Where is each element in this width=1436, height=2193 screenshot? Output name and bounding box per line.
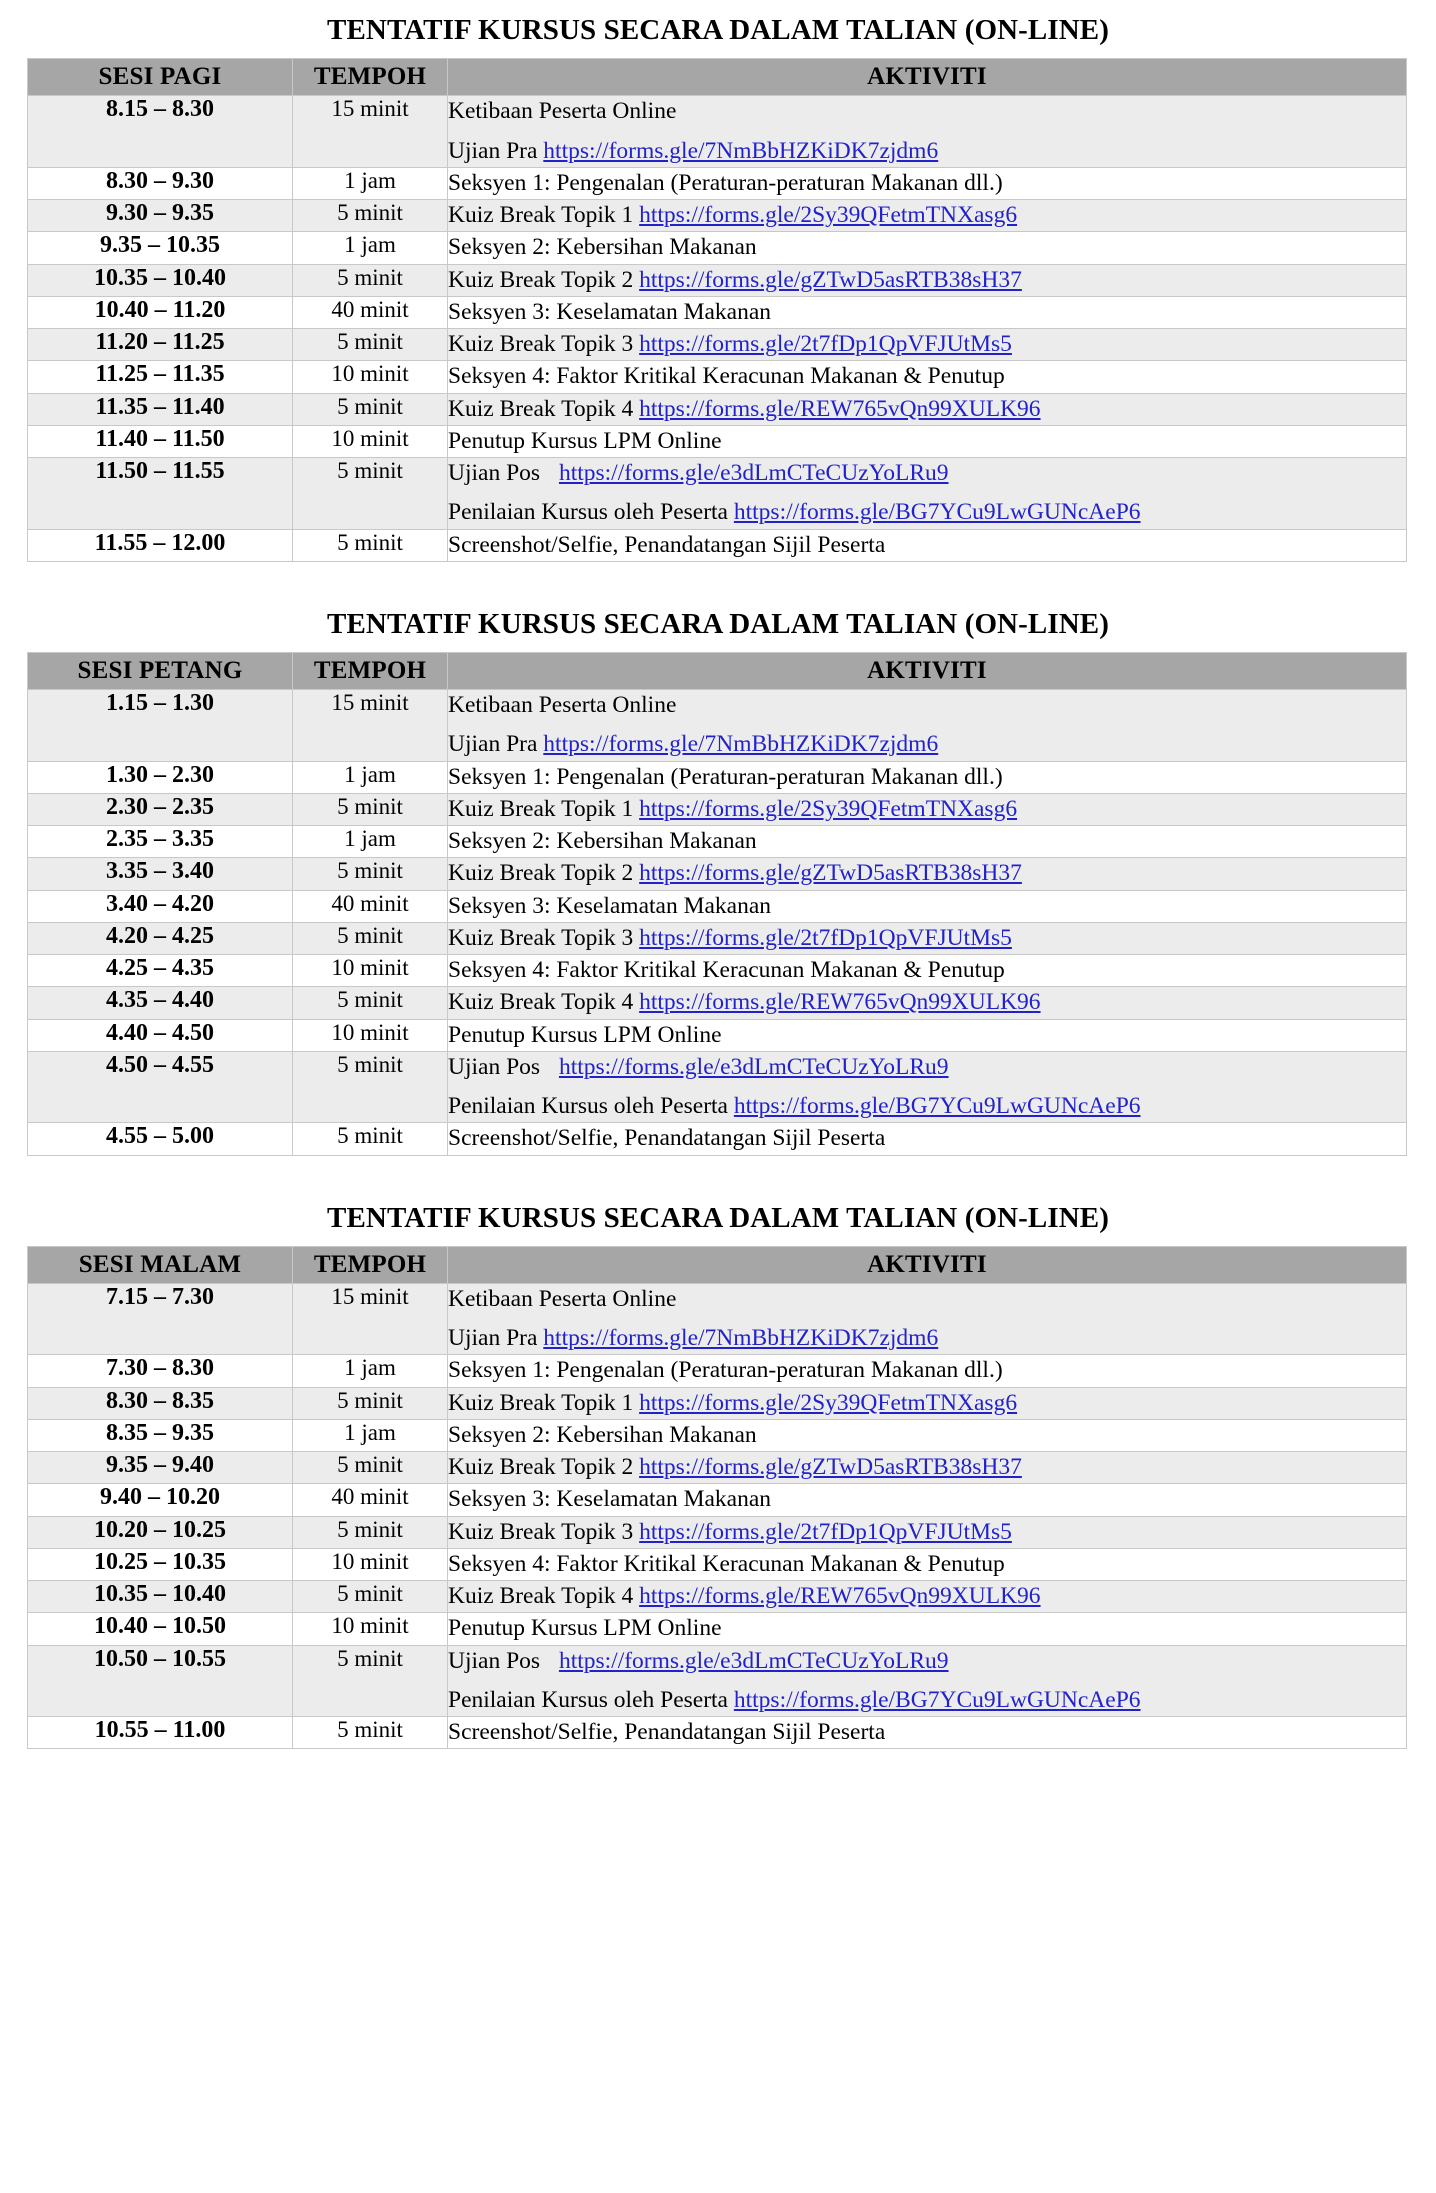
activity-line: Seksyen 3: Keselamatan Makanan <box>448 298 772 325</box>
penilaian-kursus-link[interactable]: https://forms.gle/BG7YCu9LwGUNcAeP6 <box>733 1093 1141 1119</box>
table-row <box>28 200 1407 232</box>
table-row <box>28 1516 1407 1548</box>
cell-tempoh: 1 jam <box>293 167 448 199</box>
cell-aktiviti <box>448 690 1407 762</box>
activity-line: Seksyen 1: Pengenalan (Peraturan-peraturan Makanan dll.) <box>448 169 1003 196</box>
cell-aktiviti <box>448 96 1407 168</box>
cell-aktiviti <box>448 1516 1407 1548</box>
column-header-aktiviti: AKTIVITI <box>448 1246 1407 1283</box>
table-row <box>28 1123 1407 1155</box>
activity-line: Seksyen 2: Kebersihan Makanan <box>448 234 757 261</box>
cell-tempoh: 5 minit <box>293 987 448 1019</box>
kuiz-topik-3-link[interactable]: https://forms.gle/2t7fDp1QpVFJUtMs5 <box>639 1518 1012 1545</box>
cell-aktiviti <box>448 987 1407 1019</box>
cell-tempoh: 5 minit <box>293 529 448 561</box>
activity-line: Screenshot/Selfie, Penandatangan Sijil Peserta <box>448 1125 886 1152</box>
activity-line: Penilaian Kursus oleh Peserta https://forms.gle/BG7YCu9LwGUNcAeP6 <box>448 499 1141 526</box>
activity-line: Seksyen 2: Kebersihan Makanan <box>448 1421 757 1448</box>
activity-line: Ujian Pos https://forms.gle/e3dLmCTeCUzYoLRu9 <box>448 1053 949 1080</box>
table-row <box>28 329 1407 361</box>
cell-sesi: 10.40 – 10.50 <box>28 1613 293 1645</box>
cell-sesi: 3.35 – 3.40 <box>28 858 293 890</box>
cell-sesi: 10.35 – 10.40 <box>28 1581 293 1613</box>
cell-aktiviti <box>448 296 1407 328</box>
table-row <box>28 1051 1407 1123</box>
cell-tempoh: 5 minit <box>293 1387 448 1419</box>
table-header-row <box>28 1246 1407 1283</box>
page-title: TENTATIF KURSUS SECARA DALAM TALIAN (ON-LINE) <box>327 607 1109 640</box>
table-row <box>28 1387 1407 1419</box>
cell-aktiviti <box>448 1387 1407 1419</box>
cell-aktiviti <box>448 264 1407 296</box>
table-row <box>28 1717 1407 1749</box>
cell-aktiviti <box>448 1484 1407 1516</box>
activity-line: Kuiz Break Topik 2 https://forms.gle/gZTwD5asRTB38sH37 <box>448 860 1022 887</box>
cell-sesi: 4.55 – 5.00 <box>28 1123 293 1155</box>
cell-aktiviti <box>448 922 1407 954</box>
cell-tempoh: 5 minit <box>293 1581 448 1613</box>
cell-tempoh: 1 jam <box>293 1419 448 1451</box>
cell-sesi: 4.40 – 4.50 <box>28 1019 293 1051</box>
cell-sesi: 4.20 – 4.25 <box>28 922 293 954</box>
activity-line: Kuiz Break Topik 3 https://forms.gle/2t7fDp1QpVFJUtMs5 <box>448 924 1012 951</box>
column-header-tempoh: TEMPOH <box>293 59 448 96</box>
cell-tempoh: 5 minit <box>293 1717 448 1749</box>
title-spacer <box>0 642 1436 652</box>
cell-tempoh: 40 minit <box>293 890 448 922</box>
column-header-aktiviti: AKTIVITI <box>448 59 1407 96</box>
cell-tempoh: 15 minit <box>293 1283 448 1355</box>
cell-aktiviti <box>448 393 1407 425</box>
cell-sesi: 11.20 – 11.25 <box>28 329 293 361</box>
activity-line: Kuiz Break Topik 4 https://forms.gle/REW765vQn99XULK96 <box>448 1583 1041 1609</box>
activity-line: Kuiz Break Topik 1 https://forms.gle/2Sy39QFetmTNXasg6 <box>448 1389 1018 1416</box>
cell-aktiviti <box>448 826 1407 858</box>
cell-sesi: 4.25 – 4.35 <box>28 955 293 987</box>
cell-aktiviti <box>448 1645 1407 1717</box>
cell-sesi: 10.50 – 10.55 <box>28 1645 293 1717</box>
cell-sesi: 9.40 – 10.20 <box>28 1484 293 1516</box>
cell-aktiviti <box>448 1452 1407 1484</box>
cell-aktiviti <box>448 1419 1407 1451</box>
cell-sesi: 11.35 – 11.40 <box>28 393 293 425</box>
cell-sesi: 10.40 – 11.20 <box>28 296 293 328</box>
table-row <box>28 1548 1407 1580</box>
schedule-table <box>27 1246 1407 1750</box>
activity-line: Penilaian Kursus oleh Peserta https://forms.gle/BG7YCu9LwGUNcAeP6 <box>448 1093 1141 1119</box>
cell-aktiviti <box>448 361 1407 393</box>
cell-tempoh: 5 minit <box>293 793 448 825</box>
table-row <box>28 425 1407 457</box>
cell-sesi: 11.55 – 12.00 <box>28 529 293 561</box>
activity-line: Ujian Pos https://forms.gle/e3dLmCTeCUzYoLRu9 <box>448 460 949 486</box>
cell-aktiviti <box>448 458 1407 530</box>
schedule-table <box>27 652 1407 1156</box>
table-row <box>28 761 1407 793</box>
ujian-pos-link[interactable]: https://forms.gle/e3dLmCTeCUzYoLRu9 <box>558 1053 949 1080</box>
table-row <box>28 793 1407 825</box>
table-row <box>28 458 1407 530</box>
table-row <box>28 955 1407 987</box>
column-header-tempoh: TEMPOH <box>293 653 448 690</box>
cell-sesi: 2.30 – 2.35 <box>28 793 293 825</box>
kuiz-topik-4-link[interactable]: https://forms.gle/REW765vQn99XULK96 <box>639 989 1041 1016</box>
cell-tempoh: 40 minit <box>293 1484 448 1516</box>
section-spacer <box>0 1156 1436 1200</box>
cell-tempoh: 5 minit <box>293 329 448 361</box>
cell-tempoh: 5 minit <box>293 1645 448 1717</box>
cell-tempoh: 1 jam <box>293 232 448 264</box>
activity-line: Ketibaan Peserta Online <box>448 1285 677 1312</box>
schedule-section <box>0 12 1436 606</box>
cell-sesi: 3.40 – 4.20 <box>28 890 293 922</box>
cell-tempoh: 10 minit <box>293 1613 448 1645</box>
activity-line: Kuiz Break Topik 3 https://forms.gle/2t7fDp1QpVFJUtMs5 <box>448 331 1012 357</box>
activity-line: Seksyen 3: Keselamatan Makanan <box>448 892 772 919</box>
cell-sesi: 9.35 – 10.35 <box>28 232 293 264</box>
activity-line: Seksyen 2: Kebersihan Makanan <box>448 828 757 854</box>
cell-tempoh: 1 jam <box>293 1355 448 1387</box>
page-title: TENTATIF KURSUS SECARA DALAM TALIAN (ON-LINE) <box>327 1201 1109 1234</box>
activity-line: Seksyen 1: Pengenalan (Peraturan-peraturan Makanan dll.) <box>448 1357 1003 1384</box>
activity-line: Penilaian Kursus oleh Peserta https://forms.gle/BG7YCu9LwGUNcAeP6 <box>448 1686 1141 1713</box>
cell-tempoh: 5 minit <box>293 264 448 296</box>
cell-aktiviti <box>448 1283 1407 1355</box>
table-row <box>28 1419 1407 1451</box>
cell-aktiviti <box>448 329 1407 361</box>
cell-sesi: 10.35 – 10.40 <box>28 264 293 296</box>
table-row <box>28 1019 1407 1051</box>
cell-sesi: 7.30 – 8.30 <box>28 1355 293 1387</box>
cell-sesi: 4.50 – 4.55 <box>28 1051 293 1123</box>
cell-sesi: 9.30 – 9.35 <box>28 200 293 232</box>
cell-aktiviti <box>448 858 1407 890</box>
penilaian-kursus-link[interactable]: https://forms.gle/BG7YCu9LwGUNcAeP6 <box>733 499 1141 526</box>
activity-line: Seksyen 4: Faktor Kritikal Keracunan Makanan & Penutup <box>448 957 1005 983</box>
activity-line: Kuiz Break Topik 4 https://forms.gle/REW765vQn99XULK96 <box>448 989 1041 1016</box>
table-row <box>28 1613 1407 1645</box>
kuiz-topik-1-link[interactable]: https://forms.gle/2Sy39QFetmTNXasg6 <box>639 795 1018 822</box>
activity-line: Seksyen 3: Keselamatan Makanan <box>448 1486 772 1513</box>
cell-aktiviti <box>448 1355 1407 1387</box>
activity-line: Screenshot/Selfie, Penandatangan Sijil Peserta <box>448 531 886 558</box>
top-spacer <box>0 0 1436 12</box>
table-row <box>28 96 1407 168</box>
section-spacer <box>0 562 1436 606</box>
cell-aktiviti <box>448 1019 1407 1051</box>
cell-tempoh: 5 minit <box>293 1516 448 1548</box>
cell-sesi: 11.50 – 11.55 <box>28 458 293 530</box>
cell-sesi: 1.15 – 1.30 <box>28 690 293 762</box>
activity-line: Ujian Pra https://forms.gle/7NmBbHZKiDK7zjdm6 <box>448 731 939 758</box>
activity-line: Seksyen 4: Faktor Kritikal Keracunan Makanan & Penutup <box>448 1550 1005 1577</box>
cell-tempoh: 10 minit <box>293 1548 448 1580</box>
schedule-section <box>0 1200 1436 1750</box>
table-header-row <box>28 59 1407 96</box>
table-row <box>28 1484 1407 1516</box>
cell-aktiviti <box>448 890 1407 922</box>
table-row <box>28 393 1407 425</box>
cell-aktiviti <box>448 955 1407 987</box>
table-row <box>28 361 1407 393</box>
cell-aktiviti <box>448 1717 1407 1749</box>
activity-line: Seksyen 1: Pengenalan (Peraturan-peraturan Makanan dll.) <box>448 763 1003 790</box>
cell-sesi: 10.20 – 10.25 <box>28 1516 293 1548</box>
cell-tempoh: 1 jam <box>293 826 448 858</box>
schedule-sections <box>0 12 1436 1749</box>
cell-aktiviti <box>448 232 1407 264</box>
cell-sesi: 11.40 – 11.50 <box>28 425 293 457</box>
table-row <box>28 1645 1407 1717</box>
table-row <box>28 232 1407 264</box>
cell-tempoh: 5 minit <box>293 1452 448 1484</box>
cell-aktiviti <box>448 1548 1407 1580</box>
cell-tempoh: 1 jam <box>293 761 448 793</box>
activity-line: Ujian Pra https://forms.gle/7NmBbHZKiDK7zjdm6 <box>448 137 939 164</box>
column-header-sesi: SESI PAGI <box>28 59 293 96</box>
cell-aktiviti <box>448 425 1407 457</box>
activity-line: Ujian Pos https://forms.gle/e3dLmCTeCUzYoLRu9 <box>448 1647 949 1674</box>
table-row <box>28 1283 1407 1355</box>
table-row <box>28 922 1407 954</box>
kuiz-topik-2-link[interactable]: https://forms.gle/gZTwD5asRTB38sH37 <box>639 860 1022 887</box>
page-title: TENTATIF KURSUS SECARA DALAM TALIAN (ON-LINE) <box>327 14 1109 46</box>
ujian-pra-link[interactable]: https://forms.gle/7NmBbHZKiDK7zjdm6 <box>543 731 939 758</box>
table-row <box>28 987 1407 1019</box>
kuiz-topik-3-link[interactable]: https://forms.gle/2t7fDp1QpVFJUtMs5 <box>639 924 1012 951</box>
cell-sesi: 11.25 – 11.35 <box>28 361 293 393</box>
kuiz-topik-4-link[interactable]: https://forms.gle/REW765vQn99XULK96 <box>639 1583 1041 1609</box>
activity-line: Kuiz Break Topik 1 https://forms.gle/2Sy39QFetmTNXasg6 <box>448 795 1018 822</box>
table-row <box>28 690 1407 762</box>
activity-line: Kuiz Break Topik 1 https://forms.gle/2Sy39QFetmTNXasg6 <box>448 202 1018 228</box>
activity-line: Penutup Kursus LPM Online <box>448 1615 722 1642</box>
cell-tempoh: 15 minit <box>293 96 448 168</box>
cell-aktiviti <box>448 793 1407 825</box>
ujian-pos-link[interactable]: https://forms.gle/e3dLmCTeCUzYoLRu9 <box>558 460 949 486</box>
cell-tempoh: 10 minit <box>293 425 448 457</box>
cell-tempoh: 5 minit <box>293 858 448 890</box>
column-header-aktiviti: AKTIVITI <box>448 653 1407 690</box>
schedule-section <box>0 606 1436 1200</box>
activity-line: Ketibaan Peserta Online <box>448 98 677 125</box>
cell-tempoh: 10 minit <box>293 955 448 987</box>
activity-line: Penutup Kursus LPM Online <box>448 427 722 454</box>
cell-sesi: 9.35 – 9.40 <box>28 1452 293 1484</box>
kuiz-topik-1-link[interactable]: https://forms.gle/2Sy39QFetmTNXasg6 <box>639 202 1018 228</box>
activity-line: Kuiz Break Topik 2 https://forms.gle/gZTwD5asRTB38sH37 <box>448 1454 1022 1480</box>
kuiz-topik-2-link[interactable]: https://forms.gle/gZTwD5asRTB38sH37 <box>639 266 1022 293</box>
cell-aktiviti <box>448 1613 1407 1645</box>
cell-aktiviti <box>448 1051 1407 1123</box>
cell-sesi: 8.35 – 9.35 <box>28 1419 293 1451</box>
activity-line: Seksyen 4: Faktor Kritikal Keracunan Makanan & Penutup <box>448 363 1005 390</box>
cell-aktiviti <box>448 529 1407 561</box>
ujian-pos-link[interactable]: https://forms.gle/e3dLmCTeCUzYoLRu9 <box>558 1647 949 1674</box>
cell-sesi: 8.30 – 9.30 <box>28 167 293 199</box>
title-spacer <box>0 48 1436 58</box>
cell-tempoh: 10 minit <box>293 1019 448 1051</box>
kuiz-topik-2-link[interactable]: https://forms.gle/gZTwD5asRTB38sH37 <box>639 1454 1022 1480</box>
cell-sesi: 8.30 – 8.35 <box>28 1387 293 1419</box>
cell-tempoh: 5 minit <box>293 393 448 425</box>
table-row <box>28 529 1407 561</box>
ujian-pra-link[interactable]: https://forms.gle/7NmBbHZKiDK7zjdm6 <box>543 1325 939 1351</box>
cell-aktiviti <box>448 1581 1407 1613</box>
table-row <box>28 264 1407 296</box>
activity-line: Ujian Pra https://forms.gle/7NmBbHZKiDK7zjdm6 <box>448 1325 939 1351</box>
cell-tempoh: 5 minit <box>293 922 448 954</box>
table-header-row <box>28 653 1407 690</box>
activity-line: Kuiz Break Topik 2 https://forms.gle/gZTwD5asRTB38sH37 <box>448 266 1022 293</box>
column-header-tempoh: TEMPOH <box>293 1246 448 1283</box>
title-spacer <box>0 1236 1436 1246</box>
table-row <box>28 167 1407 199</box>
cell-aktiviti <box>448 1123 1407 1155</box>
column-header-sesi: SESI MALAM <box>28 1246 293 1283</box>
table-row <box>28 890 1407 922</box>
penilaian-kursus-link[interactable]: https://forms.gle/BG7YCu9LwGUNcAeP6 <box>733 1686 1141 1713</box>
table-row <box>28 1581 1407 1613</box>
activity-line: Ketibaan Peserta Online <box>448 692 677 718</box>
table-row <box>28 1452 1407 1484</box>
ujian-pra-link[interactable]: https://forms.gle/7NmBbHZKiDK7zjdm6 <box>543 137 939 164</box>
table-row <box>28 858 1407 890</box>
cell-tempoh: 5 minit <box>293 1123 448 1155</box>
cell-tempoh: 5 minit <box>293 200 448 232</box>
cell-tempoh: 5 minit <box>293 1051 448 1123</box>
cell-sesi: 4.35 – 4.40 <box>28 987 293 1019</box>
cell-tempoh: 40 minit <box>293 296 448 328</box>
table-row <box>28 1355 1407 1387</box>
table-row <box>28 296 1407 328</box>
kuiz-topik-1-link[interactable]: https://forms.gle/2Sy39QFetmTNXasg6 <box>639 1389 1018 1416</box>
kuiz-topik-4-link[interactable]: https://forms.gle/REW765vQn99XULK96 <box>639 395 1041 422</box>
cell-sesi: 10.55 – 11.00 <box>28 1717 293 1749</box>
cell-sesi: 10.25 – 10.35 <box>28 1548 293 1580</box>
cell-sesi: 2.35 – 3.35 <box>28 826 293 858</box>
cell-tempoh: 10 minit <box>293 361 448 393</box>
column-header-sesi: SESI PETANG <box>28 653 293 690</box>
table-row <box>28 826 1407 858</box>
kuiz-topik-3-link[interactable]: https://forms.gle/2t7fDp1QpVFJUtMs5 <box>639 331 1012 357</box>
cell-sesi: 7.15 – 7.30 <box>28 1283 293 1355</box>
activity-line: Kuiz Break Topik 4 https://forms.gle/REW765vQn99XULK96 <box>448 395 1041 422</box>
activity-line: Screenshot/Selfie, Penandatangan Sijil Peserta <box>448 1719 886 1745</box>
schedule-table <box>27 58 1407 562</box>
cell-aktiviti <box>448 761 1407 793</box>
activity-line: Penutup Kursus LPM Online <box>448 1021 722 1048</box>
cell-aktiviti <box>448 200 1407 232</box>
cell-sesi: 8.15 – 8.30 <box>28 96 293 168</box>
cell-aktiviti <box>448 167 1407 199</box>
cell-tempoh: 15 minit <box>293 690 448 762</box>
cell-tempoh: 5 minit <box>293 458 448 530</box>
cell-sesi: 1.30 – 2.30 <box>28 761 293 793</box>
activity-line: Kuiz Break Topik 3 https://forms.gle/2t7fDp1QpVFJUtMs5 <box>448 1518 1012 1545</box>
